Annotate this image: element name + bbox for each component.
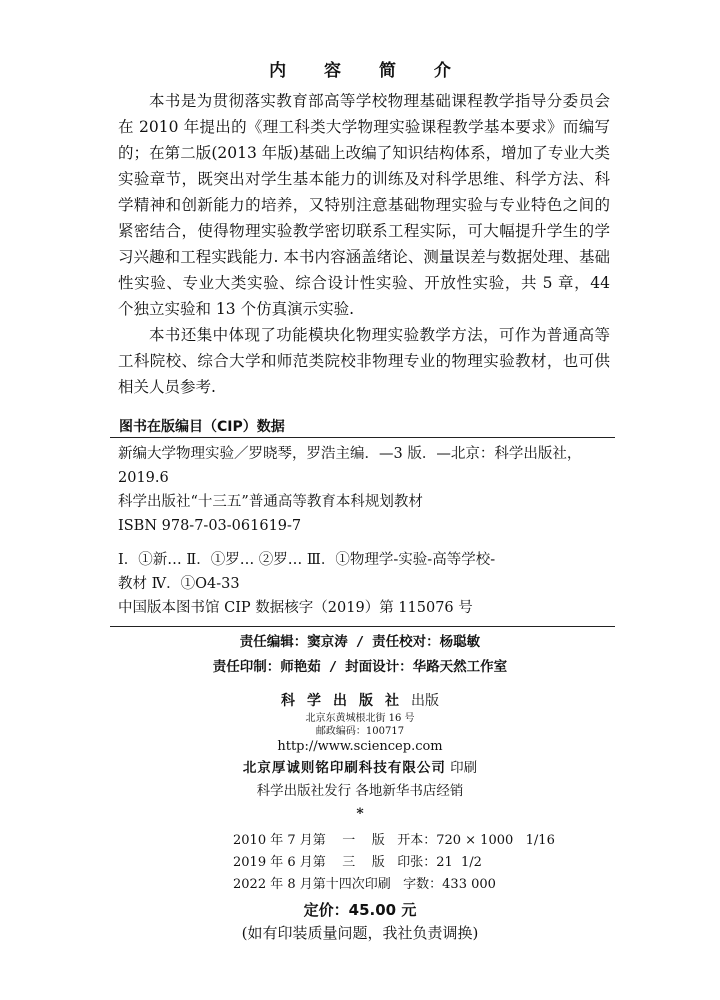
credits-line: 责任印制：师艳茹 / 封面设计：华路天然工作室 (212, 659, 508, 675)
separator-star: * (356, 806, 364, 822)
cip-line: 新编大学物理实验／罗晓琴，罗浩主编．—3 版．—北京：科学出版社， (118, 446, 582, 462)
edition-line: 2019 年 6 月第 三 版 印张：21 1/2 (233, 855, 482, 870)
price: 定价：45.00 元 (303, 901, 417, 919)
edition-line: 2022 年 8 月第十四次印刷 字数：433 000 (233, 877, 496, 892)
credits-block (0, 630, 720, 680)
printer-suffix: 印刷 (450, 760, 478, 776)
printer-line (0, 756, 720, 780)
cip-line: ISBN 978-7-03-061619-7 (118, 518, 302, 534)
cip-line: 2019.6 (118, 470, 169, 486)
cip-line: 中国版本图书馆 CIP 数据核字（2019）第 115076 号 (118, 600, 473, 616)
edition-block (233, 830, 555, 896)
summary-paragraph: 本书是为贯彻落实教育部高等学校物理基础课程教学指导分委员会在 2010 年提出的《理工科类大学物理实验课程教学基本要求》而编写的；在第二版(2013 年版)基础上改编了知识结构体系，增加了专业大类实验章节，既突出对学生基本能力的训练及对科学思维、科学方法、科学精神和创新能力的培养，又特别注意基础物理实验与专业特色之间的紧密结合，使得物理实验教学密切联系工程实际，可大幅提升学生的学习兴趣和工程实践能力. 本书内容涵盖绪论、测量误差与数据处理、基础性实验、专业大类实验、综合设计性实验、开放性实验，共 5 章，44 个独立实验和 13 个仿真演示实验. (118, 92, 610, 318)
cip-block (118, 442, 612, 620)
summary-paragraph: 本书还集中体现了功能模块化物理实验教学方法，可作为普通高等工科院校、综合大学和师范类院校非物理专业的物理实验教材，也可供相关人员参考. (118, 326, 610, 396)
content-summary (118, 88, 610, 400)
credits-line: 责任编辑：窦京涛 / 责任校对：杨聪敏 (239, 634, 481, 650)
edition-line: 2010 年 7 月第 一 版 开本：720 × 1000 1/16 (233, 833, 555, 848)
distribution-line: 科学出版社发行 各地新华书店经销 (256, 783, 464, 799)
cip-line: Ⅰ．①新… Ⅱ．①罗… ②罗… Ⅲ．①物理学-实验-高等学校- (118, 552, 496, 568)
cip-line: 科学出版社“十三五”普通高等教育本科规划教材 (118, 494, 423, 510)
cip-line: 教材 Ⅳ．①O4-33 (118, 576, 240, 592)
publisher-address: 北京东黄城根北街 16 号 (305, 713, 415, 724)
page-title: 内 容 简 介 (269, 61, 467, 81)
publisher-url: http://www.sciencep.com (277, 739, 443, 754)
publisher-name: 科学出版社 (281, 693, 411, 709)
publisher-line (0, 690, 720, 712)
publisher-postcode: 邮政编码：100717 (315, 726, 405, 737)
cip-bottom-rule (110, 626, 615, 627)
cip-heading: 图书在版编目（CIP）数据 (119, 419, 285, 435)
publisher-block (0, 690, 720, 822)
publisher-suffix: 出版 (411, 693, 439, 709)
quality-notice: (如有印装质量问题，我社负责调换) (241, 924, 479, 942)
printer-name: 北京厚诚则铭印刷科技有限公司 (242, 760, 446, 776)
cip-top-rule (110, 437, 615, 438)
